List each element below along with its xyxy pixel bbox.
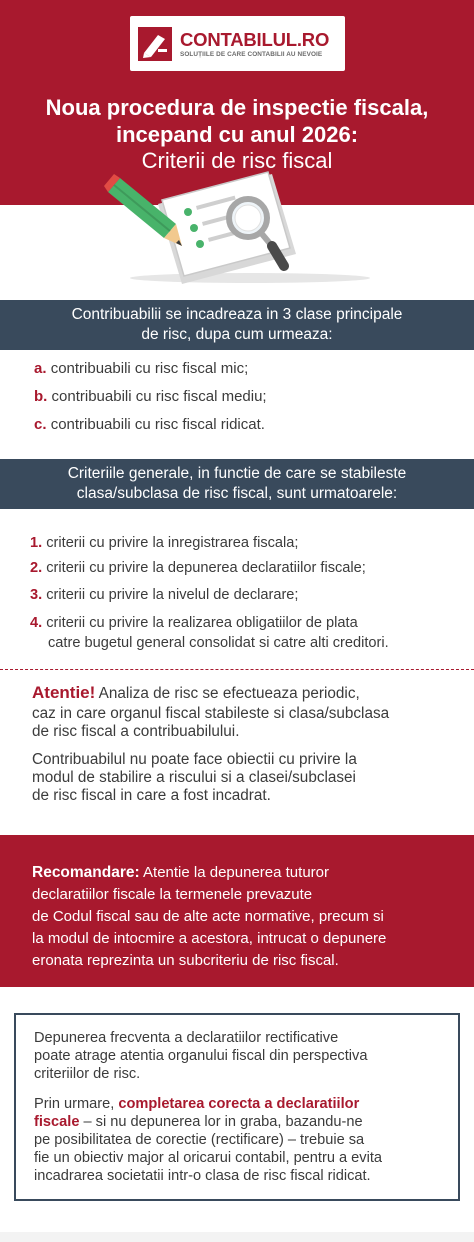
footer-bar bbox=[0, 1232, 474, 1242]
risk-classes-intro-line-2: de risc, dupa cum urmeaza: bbox=[141, 326, 333, 343]
attention-line-6: de risc fiscal in care a fost incadrat. bbox=[32, 787, 271, 804]
risk-classes-intro-line-1: Contribuabilii se incadreaza in 3 clase principale bbox=[71, 306, 403, 323]
logo[interactable] bbox=[130, 16, 345, 71]
illustration bbox=[100, 170, 400, 290]
list-marker: 2. bbox=[30, 560, 43, 576]
list-item bbox=[30, 587, 298, 603]
recommendation-block bbox=[0, 835, 474, 987]
note-line-1: Depunerea frecventa a declaratiilor rectificative bbox=[34, 1030, 339, 1046]
list-item-text: contribuabili cu risc fiscal mic; bbox=[50, 360, 249, 377]
list-item-text: contribuabili cu risc fiscal mediu; bbox=[51, 388, 267, 405]
risk-classes-intro bbox=[0, 300, 474, 350]
list-marker: a. bbox=[34, 360, 47, 377]
page-subtitle: Criterii de risc fiscal bbox=[141, 148, 333, 173]
list-item bbox=[34, 360, 248, 377]
list-item bbox=[30, 535, 298, 551]
criteria-intro bbox=[0, 459, 474, 509]
list-item bbox=[34, 388, 267, 405]
note-line-8: incadrarea societatii intr-o clasa de risc fiscal ridicat. bbox=[34, 1168, 371, 1184]
attention-line-1: Atentie! Analiza de risc se efectueaza periodic, bbox=[32, 683, 360, 702]
logo-tagline: SOLUȚIILE DE CARE CONTABILII AU NEVOIE bbox=[180, 50, 323, 58]
list-item bbox=[34, 416, 265, 433]
attention-label: Atentie! bbox=[32, 683, 96, 702]
list-marker: 4. bbox=[30, 615, 43, 631]
logo-name: CONTABILUL.RO bbox=[180, 28, 330, 50]
criteria-intro-line-1: Criteriile generale, in functie de care se stabileste bbox=[67, 465, 407, 482]
attention-line-3: de risc fiscal a contribuabilului. bbox=[32, 723, 240, 740]
recommendation-line-3: de Codul fiscal sau de alte acte normative, precum si bbox=[32, 908, 384, 925]
list-item-text: criterii cu privire la realizarea obligatiilor de plata bbox=[46, 615, 358, 631]
note-line-6: pe posibilitatea de corectie (rectificare) – trebuie sa bbox=[34, 1132, 365, 1148]
note-box bbox=[14, 1013, 460, 1201]
page-title bbox=[0, 94, 474, 148]
list-marker: 1. bbox=[30, 535, 43, 551]
note-line-2: poate atrage atentia organului fiscal din perspectiva bbox=[34, 1048, 368, 1064]
highlight-text: fiscale bbox=[34, 1114, 80, 1130]
list-item-text: criterii cu privire la inregistrarea fiscala; bbox=[46, 535, 299, 551]
list-marker: 3. bbox=[30, 587, 43, 603]
note-line-5: fiscale – si nu depunerea lor in graba, bazandu-ne bbox=[34, 1114, 363, 1130]
note-line-4: Prin urmare, completarea corecta a declaratiilor bbox=[34, 1096, 360, 1112]
attention-line-2: caz in care organul fiscal stabileste si clasa/subclasa bbox=[32, 705, 390, 722]
list-item-text: contribuabili cu risc fiscal ridicat. bbox=[50, 416, 265, 433]
note-line-7: fie un obiectiv major al oricarui contabil, pentru a evita bbox=[34, 1150, 382, 1166]
page-title-line-2: incepand cu anul 2026: bbox=[115, 122, 359, 147]
section-divider bbox=[0, 669, 474, 670]
criteria-intro-line-2: clasa/subclasa de risc fiscal, sunt urmatoarele: bbox=[76, 485, 398, 502]
recommendation-line-1: Recomandare: Atentie la depunerea tuturor bbox=[32, 864, 329, 881]
list-marker: b. bbox=[34, 388, 48, 405]
list-item bbox=[30, 615, 358, 631]
logo-mark-icon bbox=[138, 27, 172, 61]
recommendation-line-5: eronata reprezinta un subcriteriu de risc fiscal. bbox=[32, 952, 339, 969]
attention-line-4: Contribuabilul nu poate face obiectii cu privire la bbox=[32, 751, 357, 768]
list-item bbox=[30, 560, 366, 576]
recommendation-label: Recomandare: bbox=[32, 864, 140, 881]
recommendation-line-2: declaratiilor fiscale la termenele prevazute bbox=[32, 886, 313, 903]
note-line-3: criteriilor de risc. bbox=[34, 1066, 141, 1082]
clipboard-icon bbox=[158, 172, 296, 284]
attention-line-5: modul de stabilire a riscului si a clasei/subclasei bbox=[32, 769, 356, 786]
list-item-text: criterii cu privire la depunerea declaratiilor fiscale; bbox=[46, 560, 366, 576]
list-item-text: criterii cu privire la nivelul de declarare; bbox=[46, 587, 299, 603]
highlight-text: completarea corecta a declaratiilor bbox=[118, 1096, 360, 1112]
recommendation-line-4: la modul de intocmire a acestora, intrucat o depunere bbox=[32, 930, 387, 947]
list-marker: c. bbox=[34, 416, 47, 433]
page-title-line-1: Noua procedura de inspectie fiscala, bbox=[45, 95, 429, 120]
list-item-continuation: catre bugetul general consolidat si catre alti creditori. bbox=[48, 635, 389, 651]
